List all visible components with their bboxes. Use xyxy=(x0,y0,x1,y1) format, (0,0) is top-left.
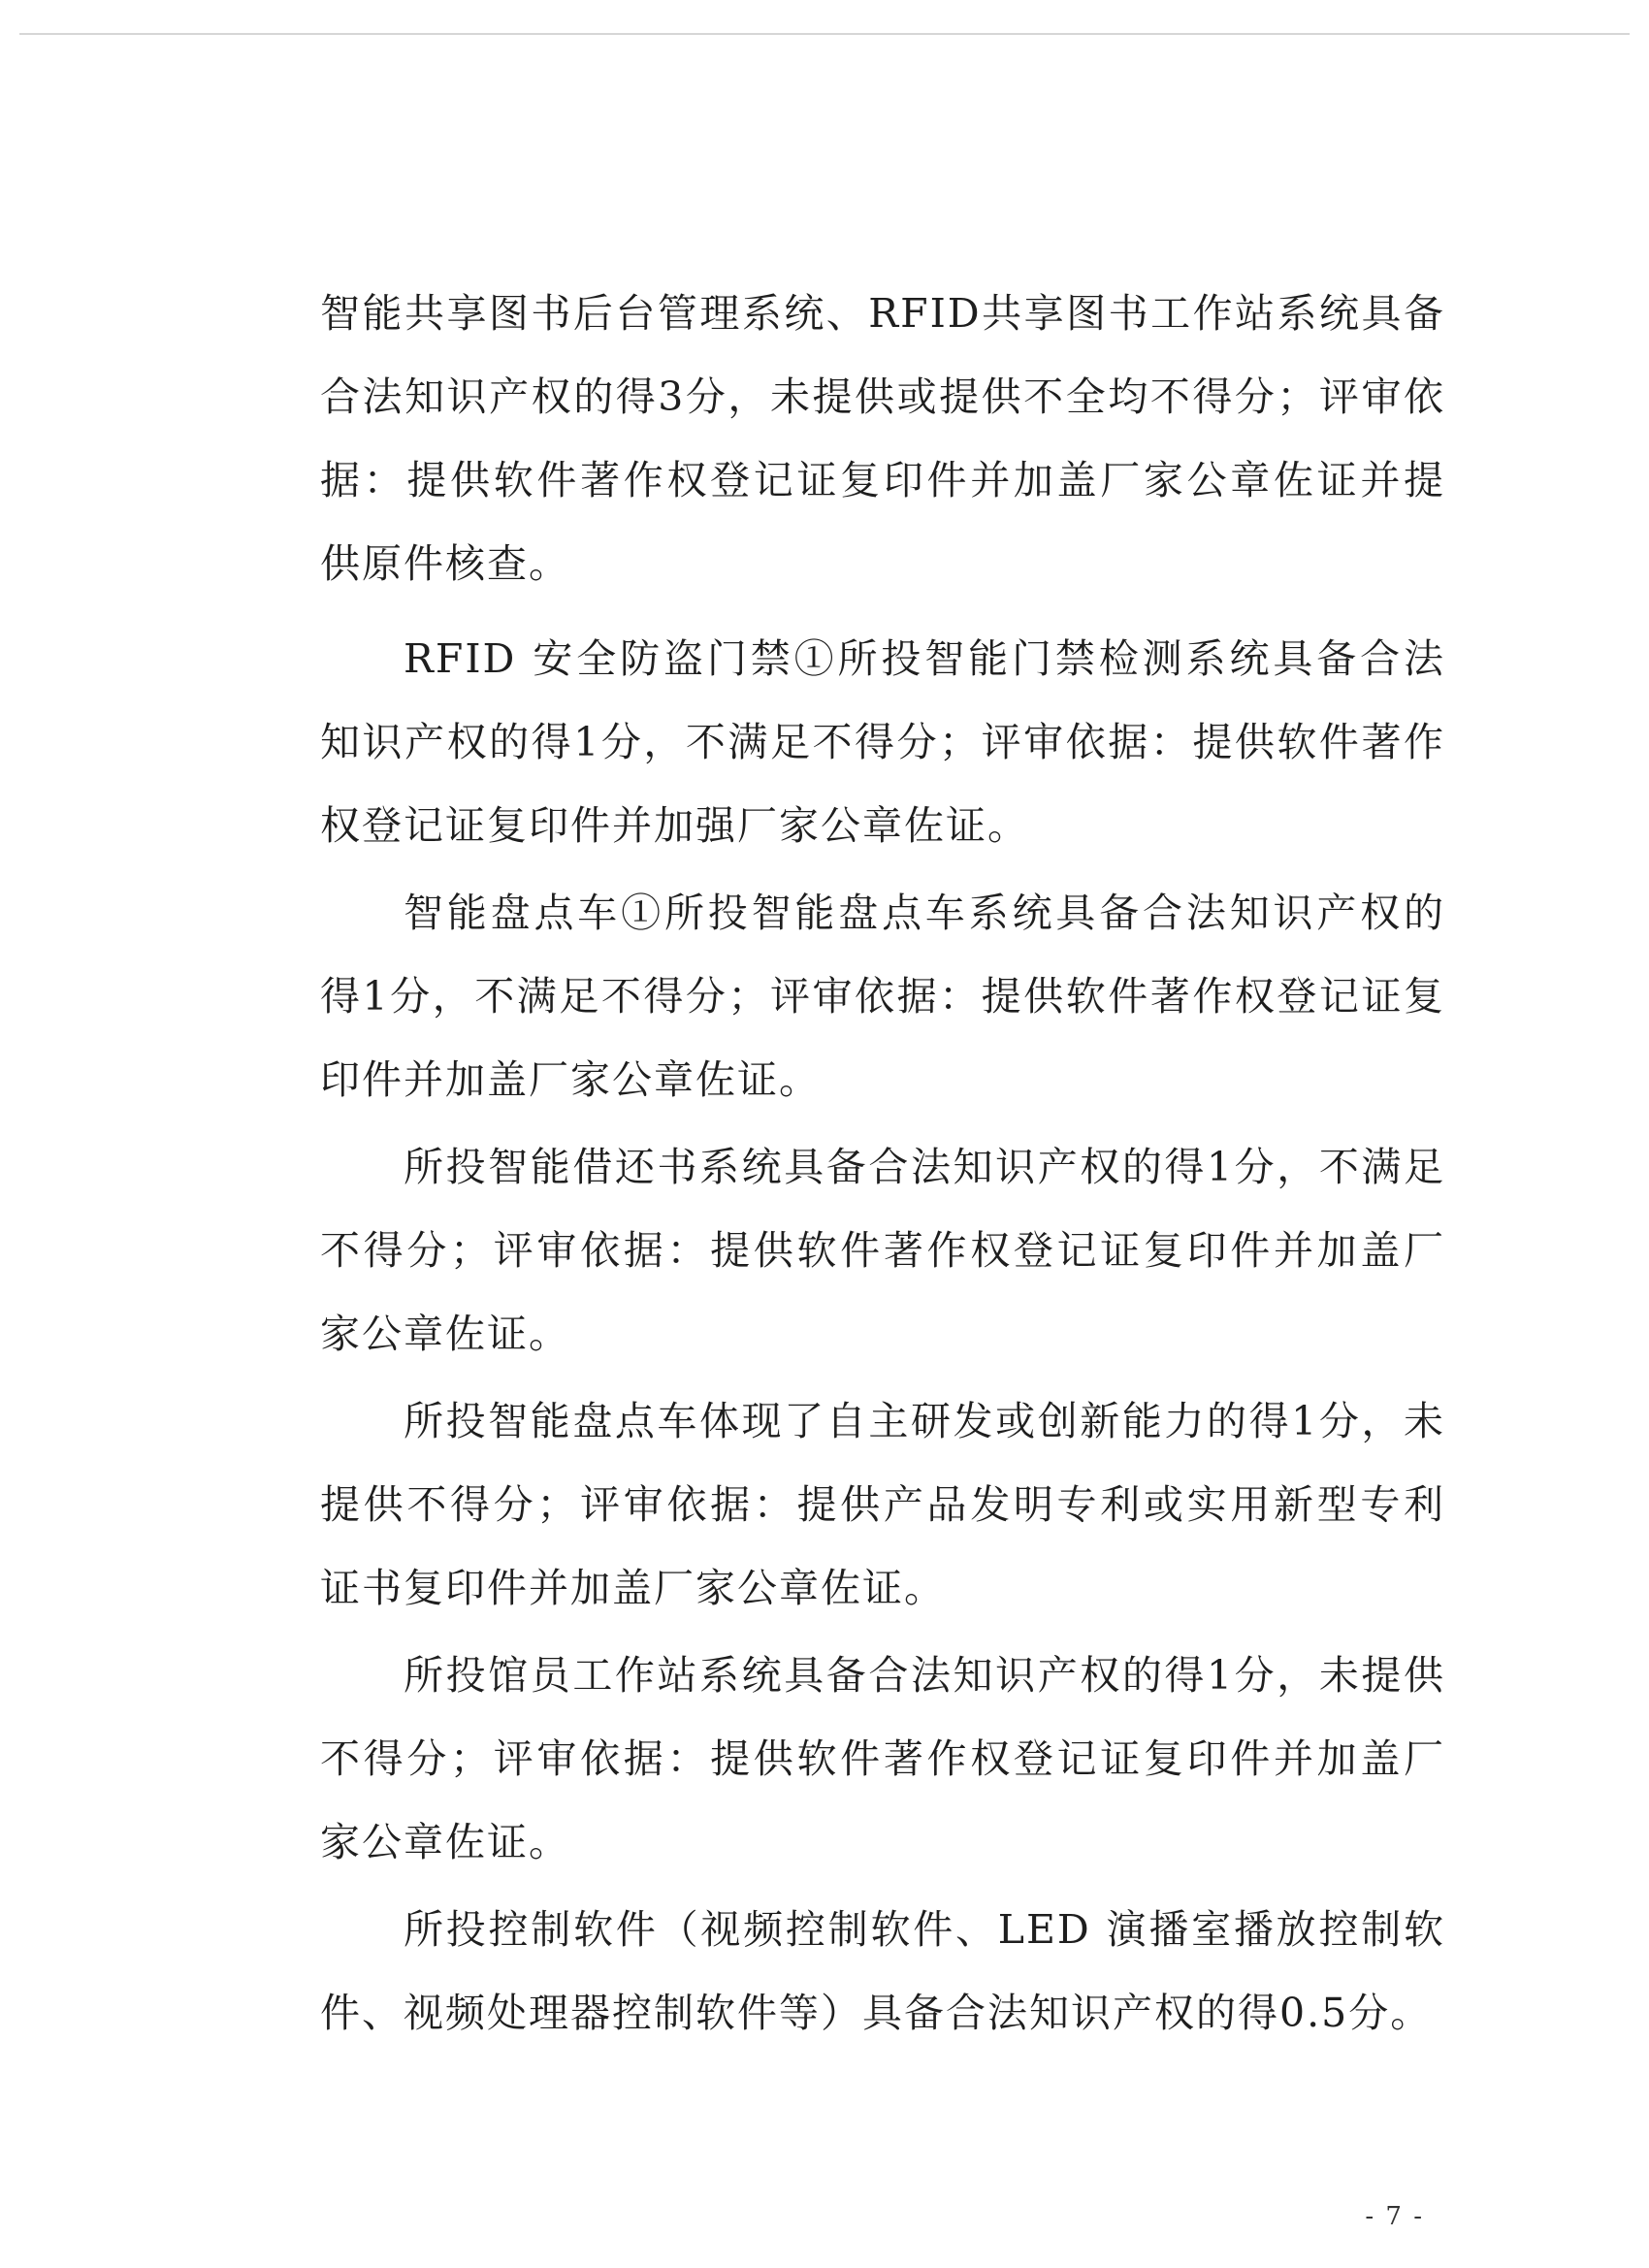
paragraph-self-checkout-ip: 所投智能借还书系统具备合法知识产权的得1分，不满足不得分；评审依据：提供软件著作权登记证复印件并加盖厂家公章佐证。 xyxy=(320,1144,1445,1357)
top-edge-rule xyxy=(19,33,1630,35)
paragraph-rfid-gate-ip: RFID 安全防盗门禁①所投智能门禁检测系统具备合法知识产权的得1分，不满足不得分；评审依据：提供软件著作权登记证复印件并加强厂家公章佐证。 xyxy=(320,635,1445,849)
paragraph-inventory-cart-ip: 智能盘点车①所投智能盘点车系统具备合法知识产权的得1分，不满足不得分；评审依据：提供软件著作权登记证复印件并加盖厂家公章佐证。 xyxy=(320,890,1445,1103)
paragraph-backend-system-ip: 智能共享图书后台管理系统、RFID共享图书工作站系统具备合法知识产权的得3分，未提供或提供不全均不得分；评审依据：提供软件著作权登记证复印件并加盖厂家公章佐证并提供原件核查。 xyxy=(320,290,1445,587)
page-number: - 7 - xyxy=(1365,2202,1424,2231)
paragraph-inventory-cart-patent: 所投智能盘点车体现了自主研发或创新能力的得1分，未提供不得分；评审依据：提供产品发明专利或实用新型专利证书复印件并加盖厂家公章佐证。 xyxy=(320,1398,1445,1611)
paragraph-control-software-ip: 所投控制软件（视频控制软件、LED 演播室播放控制软件、视频处理器控制软件等）具备合法知识产权的得0.5分。 xyxy=(320,1906,1445,2036)
paragraph-staff-workstation-ip: 所投馆员工作站系统具备合法知识产权的得1分，未提供不得分；评审依据：提供软件著作权登记证复印件并加盖厂家公章佐证。 xyxy=(320,1652,1445,1865)
